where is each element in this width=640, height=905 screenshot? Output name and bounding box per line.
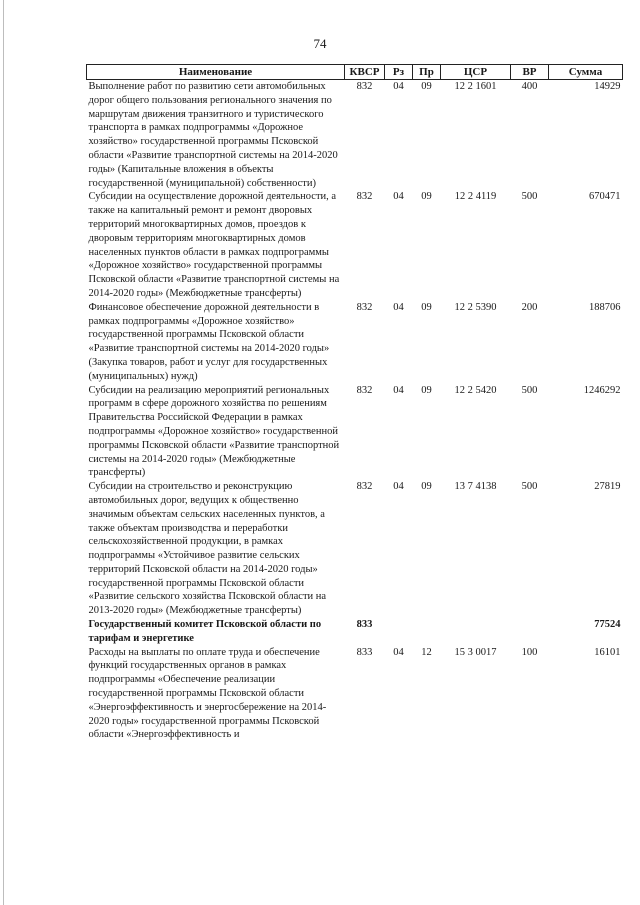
row-vr xyxy=(511,618,549,646)
row-kvsr: 832 xyxy=(356,191,373,203)
row-name: Расходы на выплаты по оплате труда и обеспечение функций государственных органов в рамках подпрограммы «Обеспечение реализации государственной программы Псковской области «Энергоэффективность и энергосбережение на 2014-2020 годы» государственной программы Псковской области «Энергоэффективность и xyxy=(88,646,327,741)
header-name: Наименование xyxy=(87,65,345,80)
row-rz: 04 xyxy=(393,191,404,203)
row-pr: 09 xyxy=(421,301,432,313)
row-pr: 09 xyxy=(421,81,432,92)
row-sum: 16101 xyxy=(594,646,621,658)
row-sum: 77524 xyxy=(594,619,621,631)
row-pr xyxy=(413,618,441,646)
row-csr xyxy=(441,618,511,646)
header-pr: Пр xyxy=(413,65,441,80)
row-sum: 188706 xyxy=(589,301,621,313)
header-kvsr: КВСР xyxy=(345,65,385,80)
scan-edge-line xyxy=(3,0,4,905)
row-kvsr: 832 xyxy=(356,384,373,396)
budget-table xyxy=(86,64,623,742)
row-vr: 200 xyxy=(521,301,538,313)
table-row xyxy=(87,384,623,481)
row-rz: 04 xyxy=(393,481,404,493)
table-row xyxy=(87,80,623,191)
row-name: Выполнение работ по развитию сети автомобильных дорог общего пользования регионального значения по маршрутам движения транзитного и туристического транспорта в рамках подпрограммы «Дорожное хозяйство» государственной программы Псковской области «Развитие транспортной системы на 2014-2020 годы» (Капитальные вложения в объекты государственной (муниципальной) собственности) xyxy=(88,81,338,189)
row-csr: 12 2 4119 xyxy=(454,191,497,203)
row-kvsr: 832 xyxy=(356,301,373,313)
row-sum: 1246292 xyxy=(583,384,621,396)
row-name: Субсидии на осуществление дорожной деятельности, а также на капитальный ремонт и ремонт дворовых территорий многоквартирных домов, проездов к дворовым территориям многоквартирных домов населенных пунктов области в рамках подпрограммы «Дорожное хозяйство» государственной программы Псковской области «Развитие транспортной системы на 2014-2020 годы» (Межбюджетные трансферты) xyxy=(88,191,340,299)
table-row xyxy=(87,301,623,384)
row-rz: 04 xyxy=(393,646,404,658)
row-kvsr: 832 xyxy=(356,81,373,92)
row-rz: 04 xyxy=(393,81,404,92)
row-csr: 12 2 5390 xyxy=(454,301,497,313)
row-vr: 500 xyxy=(521,384,538,396)
row-sum: 670471 xyxy=(589,191,621,203)
table-body xyxy=(87,80,623,743)
row-csr: 15 3 0017 xyxy=(454,646,497,658)
table-row xyxy=(87,480,623,618)
row-pr: 09 xyxy=(421,191,432,203)
header-sum: Сумма xyxy=(549,65,623,80)
row-vr: 400 xyxy=(521,81,538,92)
table-row-section-header xyxy=(87,618,623,646)
row-vr: 500 xyxy=(521,191,538,203)
row-pr: 12 xyxy=(421,646,432,658)
header-vr: ВР xyxy=(511,65,549,80)
header-rz: Рз xyxy=(385,65,413,80)
row-csr: 12 2 5420 xyxy=(454,384,497,396)
row-csr: 12 2 1601 xyxy=(454,81,497,92)
row-pr: 09 xyxy=(421,384,432,396)
row-kvsr: 833 xyxy=(356,619,373,631)
row-vr: 500 xyxy=(521,481,538,493)
row-kvsr: 832 xyxy=(356,481,373,493)
row-name: Субсидии на строительство и реконструкцию автомобильных дорог, ведущих к общественно значимым объектам сельских населенных пунктов, а также объектам производства и переработки сельскохозяйственной продукции, в рамках подпрограммы «Устойчивое развитие сельских территорий Псковской области на 2014-2020 годы» государственной программы Псковской области «Развитие сельского хозяйства Псковской области на 2013-2020 годы» (Межбюджетные трансферты) xyxy=(88,481,327,617)
page-number: 74 xyxy=(313,36,327,51)
header-csr: ЦСР xyxy=(441,65,511,80)
row-name: Финансовое обеспечение дорожной деятельности в рамках подпрограммы «Дорожное хозяйство» государственной программы Псковской области «Развитие транспортной системы на 2014-2020 годы» (Закупка товаров, работ и услуг для государственных (муниципальных) нужд) xyxy=(88,301,330,382)
row-rz xyxy=(385,618,413,646)
row-sum: 14929 xyxy=(594,81,621,92)
row-name: Субсидии на реализацию мероприятий региональных программ в сфере дорожного хозяйства по решениям Правительства Российской Федерации в рамках подпрограммы «Дорожное хозяйство» государственной программы Псковской области «Развитие транспортной системы на 2014-2020 годы» (Межбюджетные трансферты) xyxy=(88,384,340,479)
row-csr: 13 7 4138 xyxy=(454,481,497,493)
row-rz: 04 xyxy=(393,301,404,313)
row-pr: 09 xyxy=(421,481,432,493)
row-vr: 100 xyxy=(521,646,538,658)
row-sum: 27819 xyxy=(594,481,621,493)
row-rz: 04 xyxy=(393,384,404,396)
table-header xyxy=(87,65,623,80)
table-row xyxy=(87,190,623,300)
table-row xyxy=(87,646,623,743)
row-kvsr: 833 xyxy=(356,646,373,658)
row-name: Государственный комитет Псковской области по тарифам и энергетике xyxy=(88,619,322,644)
